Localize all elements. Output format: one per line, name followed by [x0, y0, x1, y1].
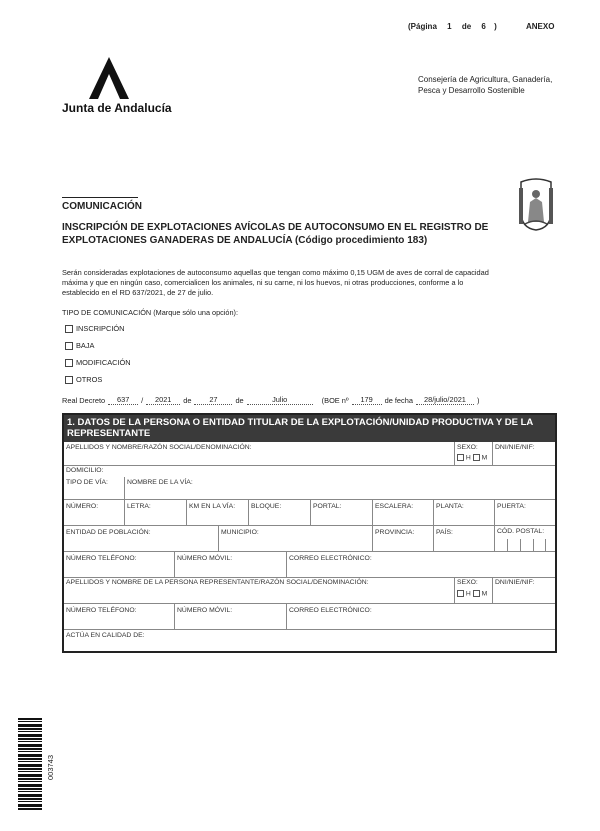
portal-field[interactable]: PORTAL:: [313, 503, 342, 510]
coat-of-arms-icon: [517, 178, 555, 232]
divider: [492, 577, 493, 603]
municipio-field[interactable]: MUNICIPIO:: [221, 529, 259, 536]
boe-label: (BOE nº: [321, 395, 349, 405]
divider: [492, 442, 493, 465]
page-of: de: [461, 22, 472, 31]
boe-date: 28/julio/2021: [416, 395, 474, 405]
barcode-icon: [18, 718, 42, 810]
intro-line-2: máxima y que en ningún caso, comercialicen los animales, ni su carne, ni los huevos, ni otras producciones, conforme a lo: [62, 278, 464, 287]
option-label: INSCRIPCIÓN: [76, 324, 125, 333]
domicilio-label: DOMICILIO:: [66, 467, 104, 474]
page-indicator: [408, 22, 497, 31]
sexo-label: SEXO:: [457, 444, 478, 451]
decree-day: 27: [194, 395, 232, 405]
divider: [494, 499, 495, 525]
divider: [372, 525, 373, 551]
dni-field[interactable]: DNI/NIE/NIF:: [495, 444, 535, 451]
boe-number: 179: [352, 395, 382, 405]
intro-line-1: Serán consideradas explotaciones de autoconsumo aquellas que tengan como máximo 0,15 UGM de aves de corral de capacidad: [62, 268, 489, 277]
row-line: [64, 603, 555, 604]
apellidos-field[interactable]: APELLIDOS Y NOMBRE/RAZÓN SOCIAL/DENOMINACIÓN:: [66, 444, 252, 451]
option-otros[interactable]: [65, 375, 102, 384]
nombre-via-field[interactable]: NOMBRE DE LA VÍA:: [127, 479, 193, 486]
row-line: [64, 629, 555, 630]
movil-field[interactable]: NÚMERO MÓVIL:: [177, 555, 233, 562]
sexo-m-label: M: [481, 454, 488, 462]
divider: [372, 499, 373, 525]
rep-sexo-h-checkbox[interactable]: [457, 590, 464, 597]
option-inscripcion[interactable]: [65, 324, 124, 333]
divider: [124, 499, 125, 525]
entidad-field[interactable]: ENTIDAD DE POBLACIÓN:: [66, 529, 151, 536]
option-label: OTROS: [76, 375, 103, 384]
rep-sexo-options: [457, 590, 487, 597]
section-1: [62, 413, 557, 653]
sexo-m-checkbox[interactable]: [473, 454, 480, 461]
bloque-field[interactable]: BLOQUE:: [251, 503, 282, 510]
option-label: MODIFICACIÓN: [76, 358, 131, 367]
page-current: 1: [447, 22, 452, 31]
rep-telefono-field[interactable]: NÚMERO TELÉFONO:: [66, 607, 137, 614]
divider: [124, 477, 125, 499]
intro-line-3: establecido en el RD 637/2021, de 27 de julio.: [62, 288, 214, 297]
divider: [507, 539, 508, 551]
boe-close: ): [476, 395, 480, 405]
decree-line: [62, 395, 479, 405]
page-label: (Página: [408, 22, 437, 31]
section-heading-line-2: REPRESENTANTE: [67, 428, 151, 439]
divider: [433, 525, 434, 551]
rep-sexo-m-label: M: [481, 590, 488, 598]
boe-de-fecha: de fecha: [384, 395, 413, 405]
sexo-h-label: H: [465, 454, 471, 462]
intro-text: [62, 268, 556, 298]
divider: [454, 577, 455, 603]
sexo-options: [457, 454, 487, 461]
option-label: BAJA: [76, 341, 95, 350]
divider: [494, 525, 495, 551]
cp-field[interactable]: CÓD. POSTAL:: [497, 528, 545, 535]
divider: [310, 499, 311, 525]
section-heading-line-1: 1. DATOS DE LA PERSONA O ENTIDAD TITULAR DE LA EXPLOTACIÓN/UNIDAD PRODUCTIVA Y DE LA: [67, 417, 534, 428]
section-1-heading: [64, 415, 555, 442]
letra-field[interactable]: LETRA:: [127, 503, 151, 510]
decree-de: de: [235, 395, 244, 405]
brand-name: Junta de Andalucía: [62, 101, 172, 115]
barcode-number: 003743: [46, 754, 55, 780]
decree-prefix: Real Decreto: [62, 395, 106, 405]
department: [418, 74, 552, 96]
puerta-field[interactable]: PUERTA:: [497, 503, 526, 510]
form-title-line-1: INSCRIPCIÓN DE EXPLOTACIONES AVÍCOLAS DE AUTOCONSUMO EN EL REGISTRO DE: [62, 222, 489, 233]
rep-sexo-h-label: H: [465, 590, 471, 598]
dept-line-2: Pesca y Desarrollo Sostenible: [418, 86, 525, 95]
actua-field[interactable]: ACTÚA EN CALIDAD DE:: [66, 632, 145, 639]
row-line: [64, 551, 555, 552]
pais-field[interactable]: PAÍS:: [436, 529, 453, 536]
correo-field[interactable]: CORREO ELECTRÓNICO:: [289, 555, 372, 562]
rep-correo-field[interactable]: CORREO ELECTRÓNICO:: [289, 607, 372, 614]
sexo-h-checkbox[interactable]: [457, 454, 464, 461]
divider: [174, 603, 175, 629]
rep-dni-field[interactable]: DNI/NIE/NIF:: [495, 579, 535, 586]
divider: [454, 442, 455, 465]
comm-label: COMUNICACIÓN: [62, 201, 142, 212]
provincia-field[interactable]: PROVINCIA:: [375, 529, 415, 536]
page-close: ): [494, 22, 497, 31]
dept-line-1: Consejería de Agricultura, Ganadería,: [418, 75, 553, 84]
rep-movil-field[interactable]: NÚMERO MÓVIL:: [177, 607, 233, 614]
row-line: [64, 465, 555, 466]
junta-logo-icon: [88, 56, 130, 100]
divider: [186, 499, 187, 525]
planta-field[interactable]: PLANTA:: [436, 503, 464, 510]
divider: [545, 539, 546, 551]
comm-rule: [62, 197, 138, 198]
page-total: 6: [481, 22, 486, 31]
annex-label: ANEXO: [526, 22, 555, 31]
tipo-label: TIPO DE COMUNICACIÓN (Marque sólo una opción):: [62, 308, 238, 317]
divider: [286, 603, 287, 629]
km-field[interactable]: KM EN LA VÍA:: [189, 503, 236, 510]
divider: [433, 499, 434, 525]
form-title: [62, 221, 488, 247]
divider: [174, 551, 175, 577]
rep-apellidos-field[interactable]: APELLIDOS Y NOMBRE DE LA PERSONA REPRESENTANTE/RAZÓN SOCIAL/DENOMINACIÓN:: [66, 579, 369, 586]
divider: [248, 499, 249, 525]
rep-sexo-m-checkbox[interactable]: [473, 590, 480, 597]
modificacion-checkbox[interactable]: [65, 359, 73, 367]
telefono-field[interactable]: NÚMERO TELÉFONO:: [66, 555, 137, 562]
decree-slash: /: [141, 395, 144, 405]
inscripcion-checkbox[interactable]: [65, 325, 73, 333]
otros-checkbox[interactable]: [65, 376, 73, 384]
divider: [533, 539, 534, 551]
divider: [520, 539, 521, 551]
decree-de: de: [183, 395, 192, 405]
rep-sexo-label: SEXO:: [457, 579, 478, 586]
escalera-field[interactable]: ESCALERA:: [375, 503, 414, 510]
row-line: [64, 525, 555, 526]
decree-year: 2021: [146, 395, 180, 405]
tipo-via-field[interactable]: TIPO DE VÍA:: [66, 479, 108, 486]
baja-checkbox[interactable]: [65, 342, 73, 350]
decree-number: 637: [108, 395, 138, 405]
form-title-line-2: EXPLOTACIONES GANADERAS DE ANDALUCÍA (Código procedimiento 183): [62, 235, 428, 246]
divider: [286, 551, 287, 577]
option-modificacion[interactable]: [65, 358, 131, 367]
divider: [218, 525, 219, 551]
numero-field[interactable]: NÚMERO:: [66, 503, 99, 510]
option-baja[interactable]: [65, 341, 94, 350]
row-line: [64, 577, 555, 578]
decree-month: Julio: [247, 395, 313, 405]
